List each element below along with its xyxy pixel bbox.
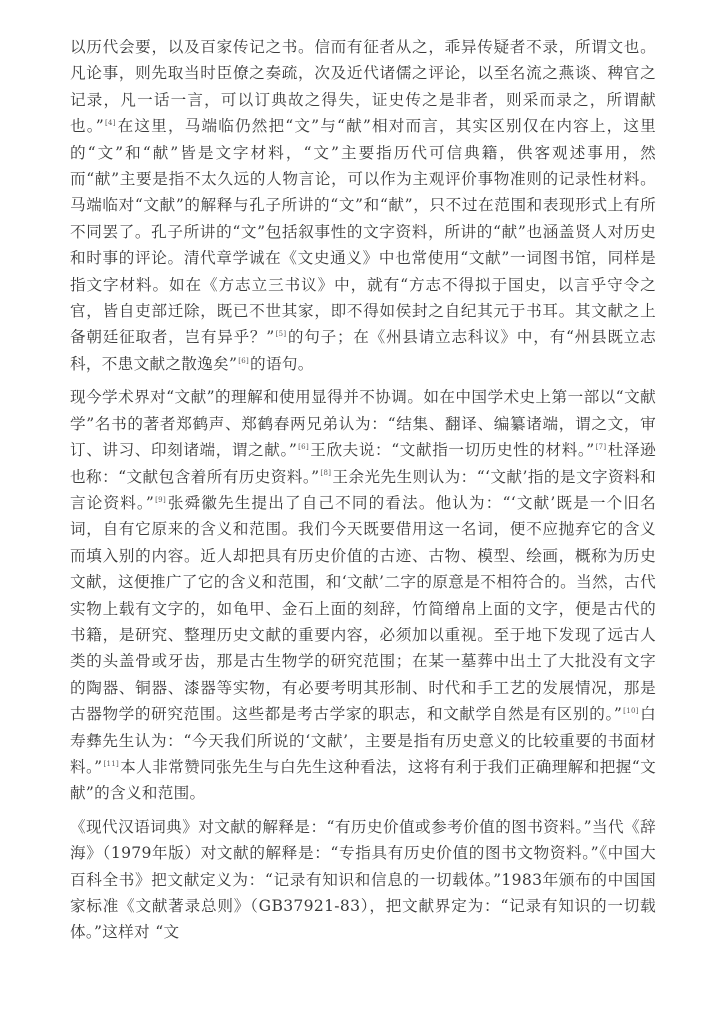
text-segment: 的语句。 xyxy=(250,354,314,373)
citation-marker: [6] xyxy=(238,356,250,365)
text-segment: 杜泽逊也称：“文献包含着所有历史资料。” xyxy=(70,441,656,486)
text-segment: 《现代汉语词典》对文献的解释是：“有历史价值或参考价值的图书资料。”当代《辞海》（1979年版）对文献的解释是：“专指具有历史价值的图书文物资料。”《中国大百科全书》把文献定义为：“记录有知识和信息的一切载体。”1983年颁布的中国国家标准《文献著录总则》（GB37921-83），把文献界定为：“记录有知识的一切载体。”这样对 “文 xyxy=(70,817,656,942)
citation-marker: [8] xyxy=(320,469,332,478)
text-segment: 以历代会要，以及百家传记之书。信而有征者从之，乖异传疑者不录，所谓文也。凡论事，则先取当时臣僚之奏疏，次及近代诸儒之评论，以至名流之燕谈、稗官之记录，凡一话一言，可以订典故之得失，证史传之是非者，则采而录之，所谓献也。” xyxy=(70,38,656,136)
text-segment: 白寿彝先生认为：“今天我们所说的‘文献’，主要是指有历史意义的比较重要的书面材料。” xyxy=(70,705,656,776)
text-segment: 本人非常赞同张先生与白先生这种看法，这将有利于我们正确理解和把握“文献”的含义和范围。 xyxy=(70,757,656,803)
paragraph-1 xyxy=(70,34,656,377)
citation-marker: [11] xyxy=(103,759,120,768)
citation-marker: [5] xyxy=(275,330,287,339)
text-segment: 在这里，马端临仍然把“文”与“献”相对而言，其实区别仅在内容上，这里的“文”和“献”皆是文字材料，“文”主要指历代可信典籍，供客观述事用，然而“献”主要是指不太久远的人物言论，可以作为主观评价事物准则的记录性材料。马端临对“文献”的解释与孔子所讲的“文”和“献”，只不过在范围和表现形式上有所不同罢了。孔子所讲的“文”包括叙事性的文字资料，所讲的“献”也涵盖贤人对历史和时事的评论。清代章学诚在《文史通义》中也常使用“文献”一词图书馆，同样是指文字材料。如在《方志立三书议》中，就有“方志不得拟于国史，以言乎守令之官，皆自吏部迁除，既已不世其家，即不得如侯封之自纪其元于书耳。其文献之上备朝廷征取者，岂有异乎？” xyxy=(70,117,656,347)
citation-marker: [9] xyxy=(155,495,166,504)
paragraph-2 xyxy=(70,384,656,807)
text-segment: 张舜徽先生提出了自己不同的看法。他认为：“‘文献’既是一个旧名词，自有它原来的含义和范围。我们今天既要借用这一名词，便不应抛弃它的含义而填入别的内容。近人却把具有历史价值的古迹、古物、模型、绘画，概称为历史文献，这便推广了它的含义和范围，和‘文献’二字的原意是不相符合的。当然，古代实物上载有文字的，如龟甲、金石上面的刻辞，竹简缯帛上面的文字，便是古代的书籍，是研究、整理历史文献的重要内容，必须加以重视。至于地下发现了远古人类的头盖骨或牙齿，那是古生物学的研究范围；在某一墓葬中出土了大批没有文字的陶器、铜器、漆器等实物，有必要考明其形制、时代和手工艺的发展情况，那是古器物学的研究范围。这些都是考古学家的职志，和文献学自然是有区别的。” xyxy=(70,493,657,724)
text-segment: 王余光先生则认为：“‘文献’指的是文字资料和言论资料。” xyxy=(70,467,656,512)
text-segment: 王欣夫说：“文献指一切历史性的材料。” xyxy=(309,441,595,460)
citation-marker: [10] xyxy=(623,706,639,715)
article-body xyxy=(70,34,656,946)
citation-marker: [7] xyxy=(595,442,607,451)
paragraph-3 xyxy=(70,814,656,946)
citation-marker: [6] xyxy=(298,442,309,451)
text-segment: 现今学术界对“文献”的理解和使用显得并不协调。如在中国学术史上第一部以“文献学”名书的著者郑鹤声、郑鹤春两兄弟认为：“结集、翻译、编纂诸端，谓之文，审订、讲习、印刻诸端，谓之献。” xyxy=(70,388,656,460)
text-segment: 的句子；在《州县请立志科议》中，有“州县既立志科，不患文献之散逸矣” xyxy=(70,328,657,373)
citation-marker: [4] xyxy=(104,119,116,128)
